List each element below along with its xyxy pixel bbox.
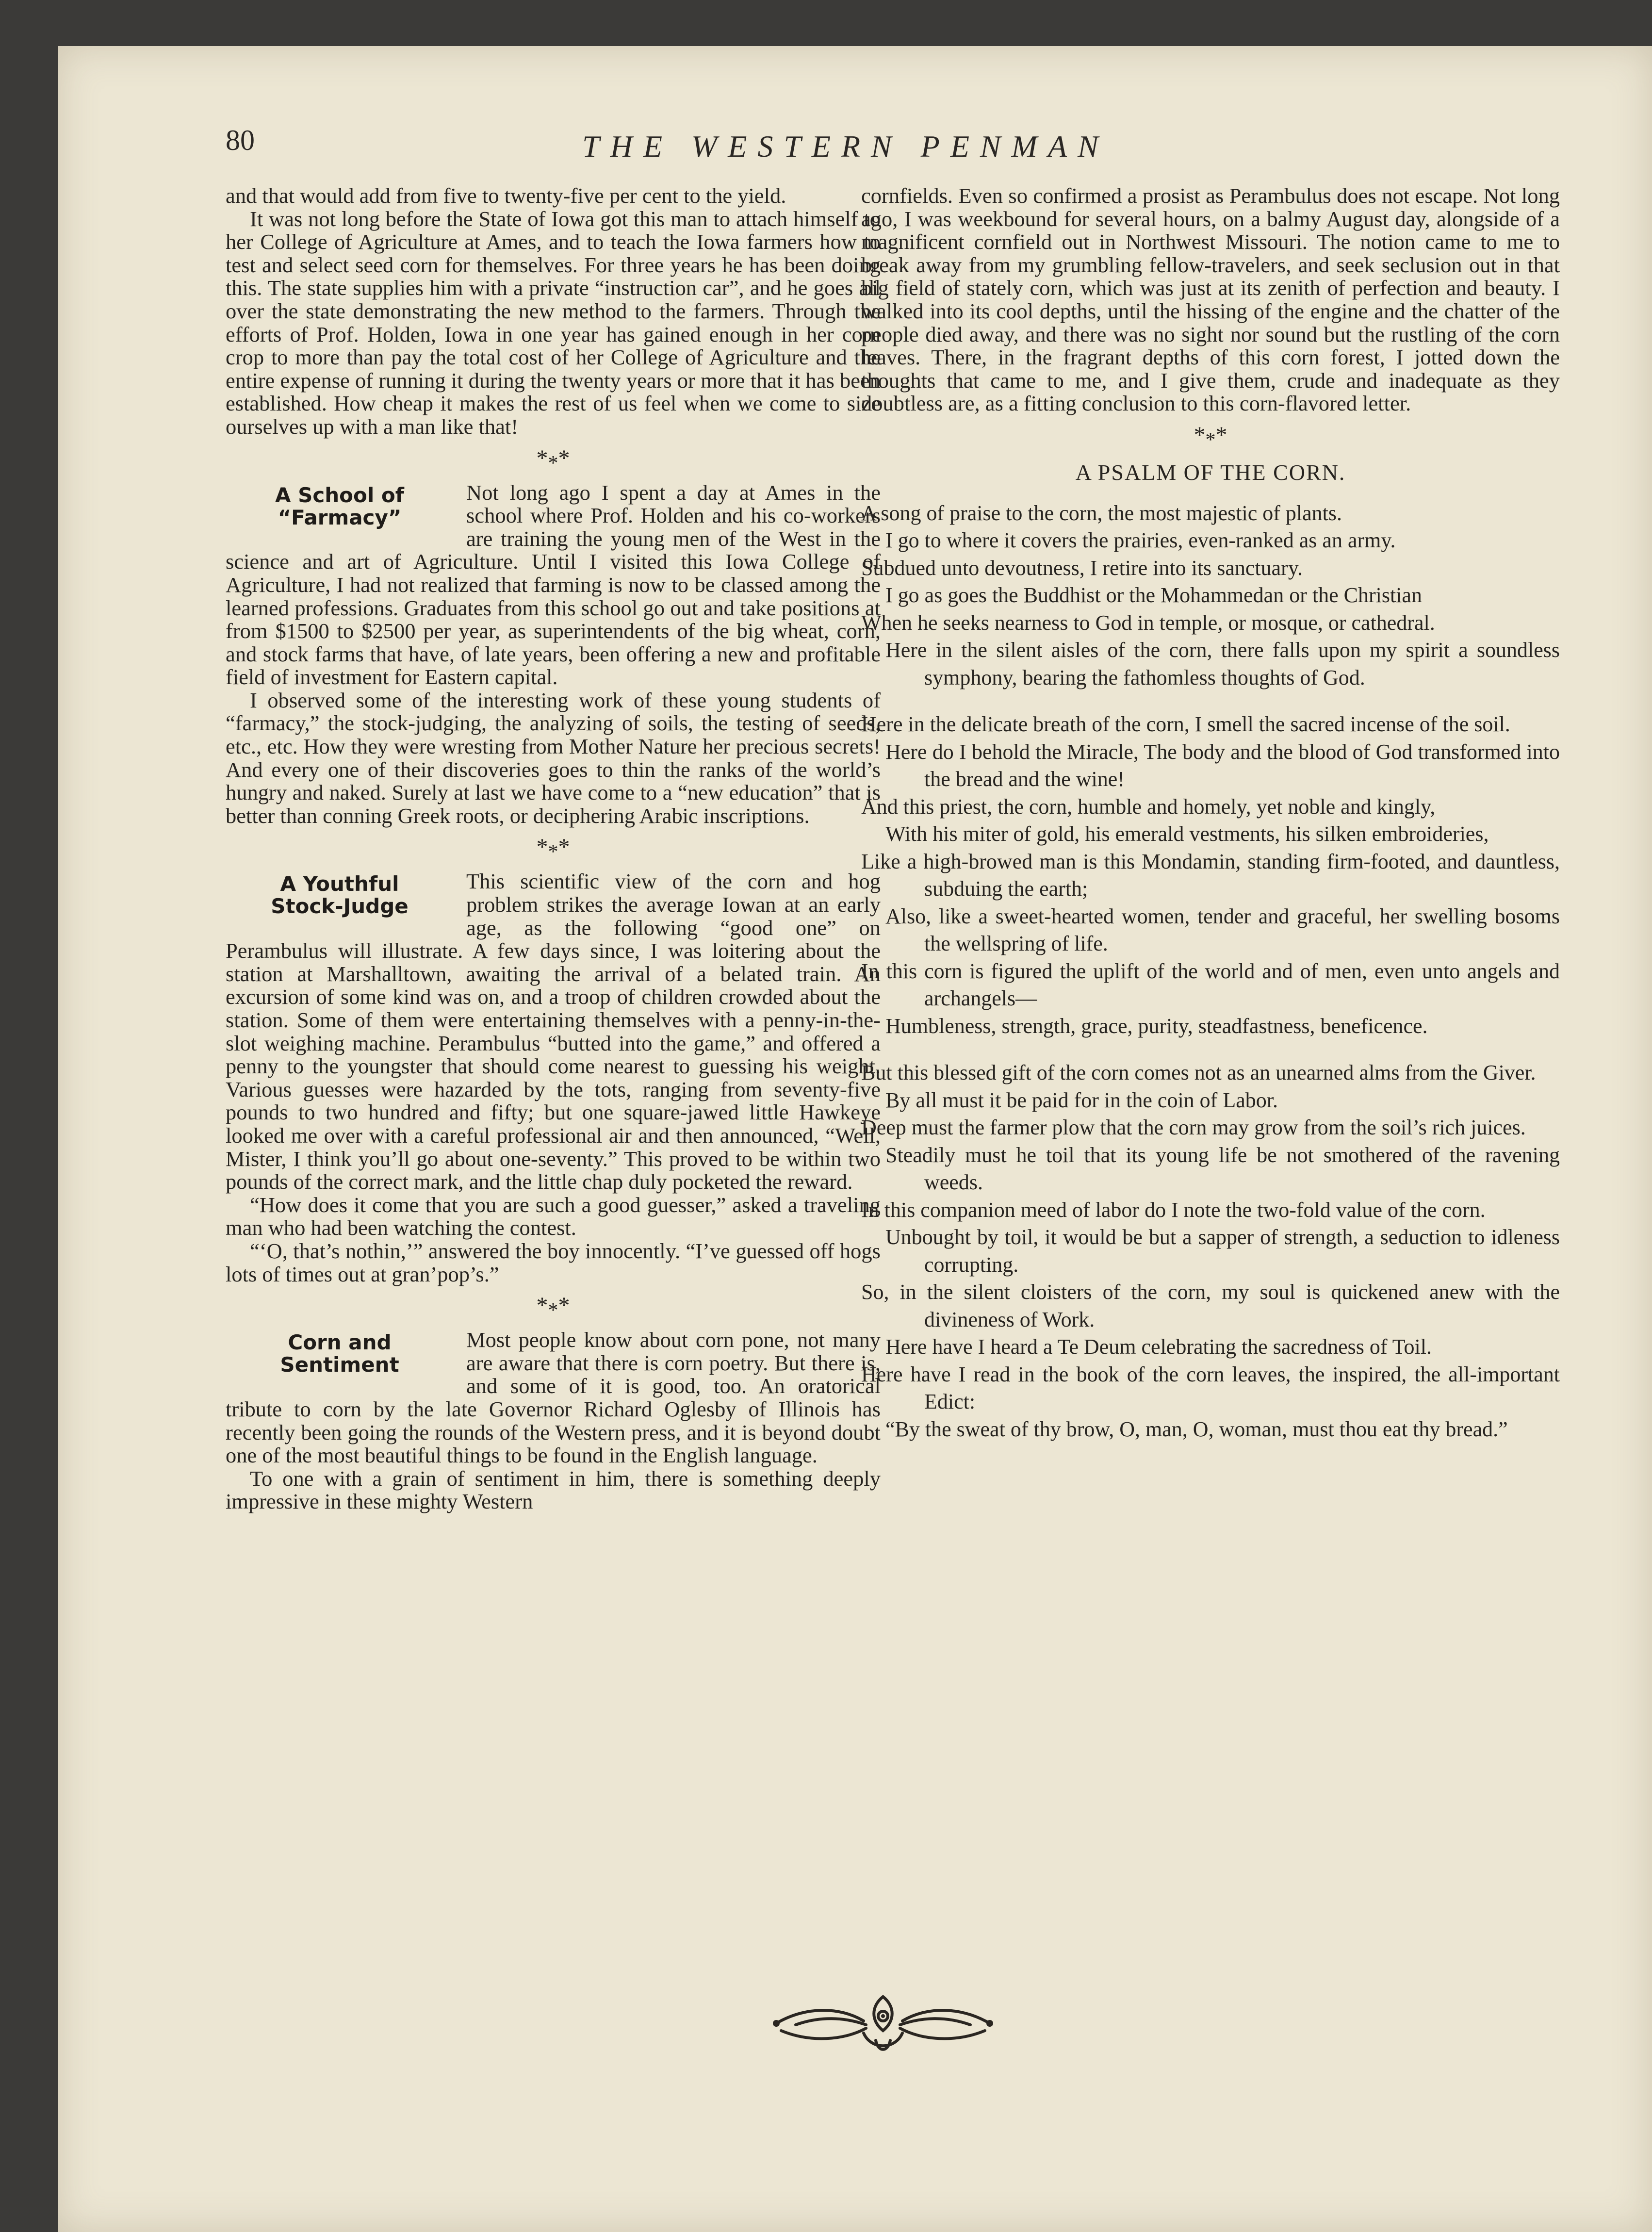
- paragraph: It was not long before the State of Iowa got this man to attach himself to her College of Agriculture at Ames, and to teach the Iowa farmers how to test and select seed corn for themselves. For three years he has been doing this. The state supplies him with a private “instruction car”, and he goes all over the state demonstrating the new method to the farmers. Through the efforts of Prof. Holden, Iowa in one year has gained enough in her corn crop to more than pay the total cost of her College of Agriculture and the entire expense of running it during the twenty years or more that it has been established. How cheap it makes the rest of us feel when we come to size ourselves up with a man like that!: [226, 206, 881, 439]
- poem-line: Deep must the farmer plow that the corn may grow from the soil’s rich juices.: [861, 1116, 1526, 1140]
- poem-line: I go as goes the Buddhist or the Mohammedan or the Christian: [885, 583, 1422, 607]
- section-heading-farmacy: A School of “Farmacy”: [275, 483, 405, 529]
- left-column: [226, 184, 881, 1513]
- section-heading-stock-judge: A Youthful Stock-Judge: [271, 872, 409, 919]
- poem-line: Here in the delicate breath of the corn, I smell the sacred incense of the soil.: [861, 712, 1510, 737]
- poem-line: A song of praise to the corn, the most majestic of plants.: [861, 501, 1342, 525]
- paragraph: To one with a grain of sentiment in him, there is something deeply impressive in these mighty Western: [226, 1466, 881, 1514]
- section-divider-stars: $*_**$: [536, 1293, 570, 1322]
- paragraph: This scientific view of the corn and hog problem strikes the average Iowan at an early age, as the following “good one” on Perambulus will illustrate. A few days since, I was loitering about the station at Marshalltown, awaiting the arrival of a belated train. An excursion of some kind was on, and a troop of children crowded about the station. Some of them were entertaining themselves with a penny-in-the-slot weighing machine. Perambulus “butted into the game,” and offered a penny to the youngster that should come nearest to guessing his weight. Various guesses were hazarded by the tots, ranging from seventy-five pounds to two hundred and fifty; but one square-jawed little Hawkeye looked me over with a careful professional air and then announced, “Well, Mister, I think you’ll go about one-seventy.” This proved to be within two pounds of the correct mark, and the little chap duly pocketed the reward.: [226, 869, 881, 1194]
- poem-line: “By the sweat of thy brow, O, man, O, woman, must thou eat thy bread.”: [885, 1417, 1508, 1441]
- paragraph: Not long ago I spent a day at Ames in the school where Prof. Holden and his co-workers are training the young men of the West in the science and art of Agriculture. Until I visited this Iowa College of Agriculture, I had not realized that farming is now to be classed among the learned professions. Graduates from this school go out and take positions at from $1500 to $2500 per year, as superintendents of the big wheat, corn, and stock farms that have, of late years, been offering a new and profitable field of investment for Eastern capital.: [226, 480, 881, 689]
- poem-line: Here have I read in the book of the corn leaves, the inspired, the all-important Edict:: [861, 1362, 1560, 1414]
- poem-line: Subdued unto devoutness, I retire into its sanctuary.: [861, 556, 1303, 580]
- poem-line: By all must it be paid for in the coin of Labor.: [885, 1088, 1278, 1112]
- poem-line: Here in the silent aisles of the corn, there falls upon my spirit a soundless symphony, bearing the fathomless thoughts of God.: [885, 638, 1560, 689]
- paragraph: Most people know about corn pone, not many are aware that there is corn poetry. But there is, and some of it is good, too. An oratorical tribute to corn by the late Governor Richard Oglesby of Illinois has recently been going the rounds of the Western press, and it is beyond doubt one of the most beautiful things to be found in the English language.: [226, 1328, 881, 1468]
- poem-line: With his miter of gold, his emerald vestments, his silken embroideries,: [885, 822, 1489, 846]
- poem-line: But this blessed gift of the corn comes not as an unearned alms from the Giver.: [861, 1061, 1536, 1085]
- poem-line: Humbleness, strength, grace, purity, steadfastness, beneficence.: [885, 1014, 1428, 1038]
- poem-line: Like a high-browed man is this Mondamin, standing firm-footed, and dauntless, subduing the earth;: [861, 849, 1560, 901]
- scroll-ornament-icon: [767, 1987, 999, 2060]
- paragraph: and that would add from five to twenty-five per cent to the yield.: [226, 183, 786, 208]
- paragraph: “How does it come that you are such a good guesser,” asked a traveling man who had been watching the contest.: [226, 1192, 881, 1240]
- poem-line: In this companion meed of labor do I note the two-fold value of the corn.: [861, 1198, 1486, 1222]
- poem-line: So, in the silent cloisters of the corn, my soul is quickened anew with the divineness of Work.: [861, 1280, 1560, 1331]
- right-column: [861, 184, 1560, 1443]
- paragraph: “‘O, that’s nothin,’” answered the boy innocently. “I’ve guessed off hogs lots of times out at gran’pop’s.”: [226, 1238, 881, 1286]
- poem: [861, 500, 1560, 1444]
- poem-line: And this priest, the corn, humble and homely, yet noble and kingly,: [861, 794, 1436, 819]
- poem-line: Unbought by toil, it would be but a sapper of strength, a seduction to idleness corrupting.: [885, 1225, 1560, 1277]
- paragraph: cornfields. Even so confirmed a prosist as Perambulus does not escape. Not long ago, I was weekbound for several hours, on a balmy August day, alongside of a magnificent cornfield out in Northwest Missouri. The notion came to me to break away from my grumbling fellow-travelers, and seek seclusion out in that big field of stately corn, which was just at its zenith of perfection and beauty. I walked into its cool depths, until the hissing of the engine and the chatter of the people died away, and there was no sight nor sound but the rustling of the corn leaves. There, in the fragrant depths of this corn forest, I jotted down the thoughts that came to me, and I give them, crude and inadequate as they doubtless are, as a fitting conclusion to this corn-flavored letter.: [861, 183, 1560, 416]
- paragraph: I observed some of the interesting work of these young students of “farmacy,” the stock-judging, the analyzing of soils, the testing of seeds, etc., etc. How they were wresting from Mother Nature her precious secrets! And every one of their discoveries goes to thin the ranks of the world’s hungry and naked. Surely at last we have come to a “new education” that is better than conning Greek roots, or deciphering Arabic inscriptions.: [226, 688, 881, 828]
- poem-line: Here do I behold the Miracle, The body and the blood of God transformed into the bread and the wine!: [885, 739, 1560, 791]
- poem-line: When he seeks nearness to God in temple, or mosque, or cathedral.: [861, 610, 1435, 635]
- poem-line: In this corn is figured the uplift of the world and of men, even unto angels and archangels—: [861, 959, 1560, 1011]
- poem-line: Also, like a sweet-hearted women, tender and graceful, her swelling bosoms the wellspring of life.: [885, 904, 1560, 956]
- running-title: THE WESTERN PENMAN: [582, 129, 1109, 164]
- section-divider-stars: $*_**$: [1194, 422, 1227, 451]
- section-divider-stars: $*_**$: [536, 834, 570, 864]
- poem-line: Steadily must he toil that its young life be not smothered of the ravening weeds.: [885, 1143, 1560, 1195]
- poem-title: A PSALM OF THE CORN.: [1075, 460, 1346, 485]
- poem-line: Here have I heard a Te Deum celebrating the sacredness of Toil.: [885, 1335, 1432, 1359]
- poem-line: I go to where it covers the prairies, even-ranked as an army.: [885, 528, 1396, 553]
- section-divider-stars: $*_**$: [536, 445, 570, 475]
- page: [58, 46, 1652, 2232]
- section-heading-corn-sentiment: Corn and Sentiment: [280, 1330, 399, 1377]
- page-number: 80: [226, 124, 255, 156]
